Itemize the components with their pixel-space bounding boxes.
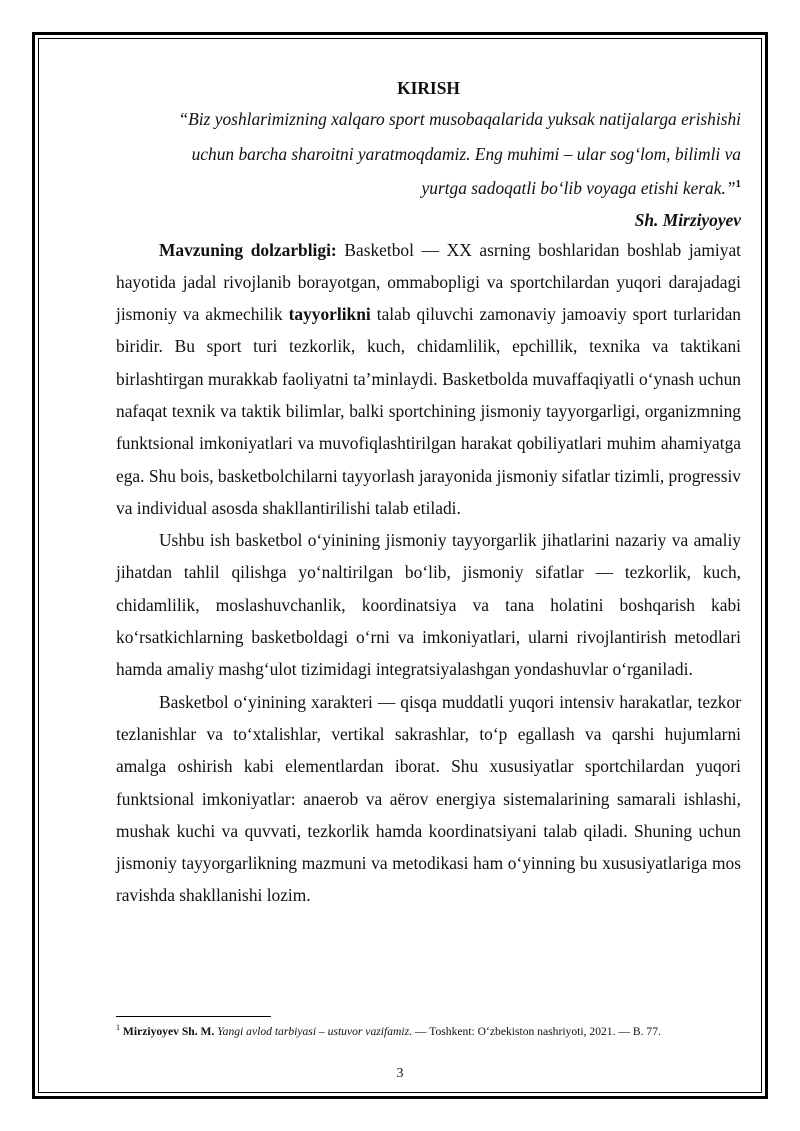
epigraph-line-3 [116,171,741,206]
document-body [116,74,741,912]
paragraph-relevance [116,234,741,525]
epigraph-line-1: “Biz yoshlarimizning xalqaro sport musobaqalarida yuksak natijalarga erishishi [178,109,741,129]
footnote-title: Yangi avlod tarbiyasi – ustuvor vazifamiz [217,1025,410,1038]
epigraph-line-3-text: yurtga sadoqatli bo‘lib voyaga etishi kerak.” [421,178,736,198]
epigraph-author: Sh. Mirziyoyev [634,209,741,230]
footnote [116,1024,741,1040]
page-title: KIRISH [397,78,460,98]
page-number: 3 [396,1066,404,1081]
paragraph-game-character: Basketbol o‘yinining xarakteri — qisqa muddatli yuqori intensiv harakatlar, tezkor tezlanishlar va to‘xtalishlar, vertikal sakrashlar, to‘p egallash va qarshi hujumlarni amalga oshirish kabi elementlardan iborat. Shu xususiyatlar sportchilardan yuqori funktsional imkoniyatlar: anaerob va aёrov energiya sistemalarining samarali ishlashi, mushak kuchi va quvvati, tezkorlik hamda koordinatsiyani talab qiladi. Shuning uchun jismoniy tayyorgarlikning mazmuni va metodikasi ham o‘yinning bu xususiyatlariga mos ravishda shakllanishi lozim. [116,691,741,906]
footnote-reference[interactable]: 1 [735,178,741,191]
footnote-mark: 1 [116,1023,120,1033]
relevance-text-a: Basketbol — XX asrning boshlaridan boshlab jamiyat hayotida jadal rivojlanib borayotgan, ommabopligi va sportchilardan yuqori darajadagi jismoniy va akmechilik [116,239,741,325]
footnote-author: Mirziyoyev Sh. M. [122,1025,215,1038]
footnote-rest: . — Toshkent: O‘zbekiston nashriyoti, 2021. — B. 77. [409,1025,661,1038]
relevance-text-b: talab qiluvchi zamonaviy jamoaviy sport turlaridan biridir. Bu sport turi tezkorlik, kuch, chidamlilik, epchillik, texnika va taktikani birlashtirgan murakkab faoliyatni ta’minlaydi. Basketbolda muvaffaqiyatli o‘ynash uchun nafaqat texnik va taktik bilimlar, balki sportchining jismoniy tayyorgarligi, organizmning funktsional imkoniyatlari va muvofiqlashtirilgan harakat qobiliyatlari muhim ahamiyatga ega. Shu bois, basketbolchilarni tayyorlash jarayonida jismoniy sifatlar tizimli, progressiv va individual asosda shakllantirilishi talab etiladi. [116,304,741,518]
paragraph-scope: Ushbu ish basketbol o‘yinining jismoniy tayyorgarlik jihatlarini nazariy va amaliy jihatdan tahlil qilishga yo‘naltirilgan bo‘lib, jismoniy sifatlar — tezkorlik, kuch, chidamlilik, moslashuvchanlik, koordinatsiya va tana holatini boshqarish kabi ko‘rsatkichlarning basketboldagi o‘rni va imkoniyatlari, ularni rivojlantirish metodlari hamda amaliy mashg‘ulot tizimidagi integratsiyalashgan yondashuvlar o‘rganiladi. [116,530,741,680]
relevance-bold-word: tayyorlikni [288,304,371,325]
footnote-separator [116,1016,271,1017]
epigraph-line-2: uchun barcha sharoitni yaratmoqdamiz. Eng muhimi – ular sog‘lom, bilimli va [191,143,741,164]
epigraph [116,102,741,234]
relevance-lead: Mavzuning dolzarbligi: [159,239,337,260]
